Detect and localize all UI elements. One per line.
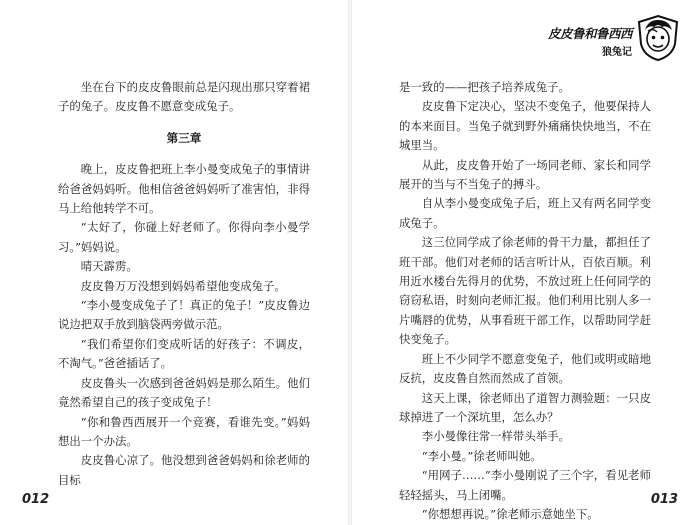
- paragraph: “李小曼。”徐老师叫她。: [421, 448, 542, 463]
- left-page-body: [58, 78, 310, 490]
- paragraph: 是一致的——把孩子培养成兔子。: [399, 80, 570, 94]
- page-number-right: 013: [650, 492, 678, 507]
- paragraph: 皮皮鲁头一次感到爸爸妈妈是那么陌生。他们竟然希望自己的孩子变成兔子！: [58, 375, 310, 410]
- paragraph: “你想想再说。”徐老师示意她坐下。: [421, 506, 599, 521]
- series-header: [547, 12, 682, 64]
- paragraph: 皮皮鲁下定决心，坚决不变兔子，他要保持人的本来面目。当兔子就到野外痛痛快快地当，不在城里当。: [399, 99, 651, 153]
- paragraph: “我们希望你们变成听话的好孩子：不调皮，不淘气。”爸爸插话了。: [58, 336, 310, 371]
- paragraph: 李小曼像往常一样带头举手。: [421, 429, 570, 444]
- boy-face-shield-icon: [636, 14, 680, 62]
- paragraph: “用网子……”李小曼刚说了三个字，看见老师轻轻摇头，马上闭嘴。: [399, 468, 651, 502]
- paragraph: 从此，皮皮鲁开始了一场同老师、家长和同学展开的当与不当兔子的搏斗。: [399, 157, 651, 192]
- paragraph: 自从李小曼变成兔子后，班上又有两名同学变成兔子。: [399, 196, 651, 230]
- paragraph: 晚上，皮皮鲁把班上李小曼变成兔子的事情讲给爸爸妈妈听。他相信爸爸妈妈听了准害怕，非得马上给他转学不可。: [58, 162, 310, 216]
- paragraph: “你和鲁西西展开一个竞赛，看谁先变。”妈妈想出一个办法。: [58, 414, 310, 448]
- paragraph: “李小曼变成兔子了！真正的兔子！”皮皮鲁边说边把双手放到脑袋两旁做示范。: [58, 298, 310, 332]
- page-number-left: 012: [22, 492, 50, 507]
- paragraph: 晴天霹雳。: [80, 259, 138, 274]
- paragraph: “太好了，你碰上好老师了。你得向李小曼学习。”妈妈说。: [58, 220, 310, 254]
- right-page-body: [399, 78, 651, 524]
- paragraph: 皮皮鲁心凉了。他没想到爸爸妈妈和徐老师的目标: [58, 453, 310, 487]
- chapter-heading: 第三章: [166, 130, 202, 145]
- series-title: 皮皮鲁和鲁西西: [547, 26, 632, 41]
- book-subtitle: 狼兔记: [602, 47, 632, 58]
- paragraph: 坐在台下的皮皮鲁眼前总是闪现出那只穿着裙子的兔子。皮皮鲁不愿意变成兔子。: [58, 80, 310, 114]
- paragraph: 这三位同学成了徐老师的骨干力量，都担任了班干部。他们对老师的话言听计从，百依百顺。利用近水楼台先得月的优势，不放过班上任何同学的窃窃私语，时刻向老师汇报。他们利用比别人多一片嘴唇的优势，从事看班干部工作，以帮助同学赶快变兔子。: [399, 235, 651, 347]
- paragraph: 班上不少同学不愿意变兔子，他们或明或暗地反抗，皮皮鲁自然而然成了首领。: [399, 351, 651, 386]
- right-page: [352, 0, 700, 525]
- paragraph: 皮皮鲁万万没想到妈妈希望他变成兔子。: [80, 278, 286, 293]
- paragraph: 这天上课，徐老师出了道智力测验题：一只皮球掉进了一个深坑里，怎么办？: [399, 390, 651, 424]
- left-page: [0, 0, 348, 525]
